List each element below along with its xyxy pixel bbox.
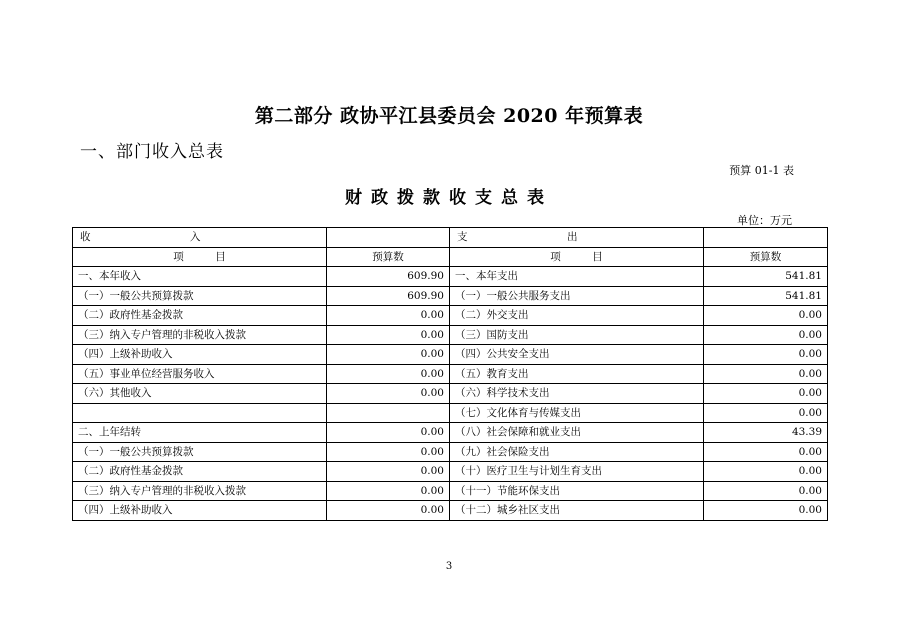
income-item-cell: （三）纳入专户管理的非税收入拨款 <box>73 481 327 501</box>
table-row <box>73 423 828 443</box>
table-row <box>73 384 828 404</box>
expense-amount-cell: 541.81 <box>704 286 828 306</box>
table-row <box>73 403 828 423</box>
expense-item-header-b: 目 <box>592 250 603 263</box>
table-row <box>73 481 828 501</box>
expense-amount-cell: 0.00 <box>704 403 828 423</box>
expense-item-cell: （十二）城乡社区支出 <box>450 501 704 521</box>
expense-item-cell: （十一）节能环保支出 <box>450 481 704 501</box>
expense-group-spacer <box>704 228 828 248</box>
expense-item-cell: （四）公共安全支出 <box>450 345 704 365</box>
group-header-row <box>73 228 828 248</box>
expense-amount-header: 预算数 <box>704 247 828 267</box>
income-amount-cell: 609.90 <box>327 267 450 287</box>
table-row <box>73 306 828 326</box>
table-row <box>73 345 828 365</box>
income-group-spacer <box>327 228 450 248</box>
income-item-header-b: 目 <box>215 250 226 263</box>
income-amount-cell: 0.00 <box>327 325 450 345</box>
income-group-label-b: 入 <box>190 231 201 244</box>
income-item-cell: 一、本年收入 <box>73 267 327 287</box>
income-amount-cell: 0.00 <box>327 501 450 521</box>
income-item-cell: （二）政府性基金拨款 <box>73 462 327 482</box>
page-number: 3 <box>445 561 453 572</box>
income-amount-cell: 0.00 <box>327 462 450 482</box>
table-row <box>73 501 828 521</box>
income-item-cell: （一）一般公共预算拨款 <box>73 442 327 462</box>
expense-amount-cell: 0.00 <box>704 345 828 365</box>
form-code: 预算 01-1 表 <box>729 164 794 177</box>
income-amount-cell: 0.00 <box>327 345 450 365</box>
expense-amount-cell: 0.00 <box>704 364 828 384</box>
income-amount-cell: 0.00 <box>327 306 450 326</box>
expense-amount-cell: 43.39 <box>704 423 828 443</box>
expense-group-header <box>450 228 704 248</box>
income-item-cell: （五）事业单位经营服务收入 <box>73 364 327 384</box>
income-amount-cell <box>327 403 450 423</box>
expense-item-cell: （七）文化体育与传媒支出 <box>450 403 704 423</box>
expense-item-header <box>450 247 704 267</box>
expense-amount-cell: 541.81 <box>704 267 828 287</box>
expense-group-label-b: 出 <box>567 231 578 244</box>
expense-item-cell: （六）科学技术支出 <box>450 384 704 404</box>
income-amount-cell: 0.00 <box>327 423 450 443</box>
income-item-cell: 二、上年结转 <box>73 423 327 443</box>
table-row <box>73 442 828 462</box>
income-item-cell: （三）纳入专户管理的非税收入拨款 <box>73 325 327 345</box>
income-amount-cell: 609.90 <box>327 286 450 306</box>
income-amount-cell: 0.00 <box>327 384 450 404</box>
expense-item-cell: （二）外交支出 <box>450 306 704 326</box>
expense-amount-cell: 0.00 <box>704 481 828 501</box>
income-amount-cell: 0.00 <box>327 481 450 501</box>
expense-amount-cell: 0.00 <box>704 306 828 326</box>
expense-item-cell: （十）医疗卫生与计划生育支出 <box>450 462 704 482</box>
income-item-cell: （一）一般公共预算拨款 <box>73 286 327 306</box>
table-row <box>73 462 828 482</box>
expense-amount-cell: 0.00 <box>704 462 828 482</box>
expense-amount-cell: 0.00 <box>704 384 828 404</box>
income-item-cell: （四）上级补助收入 <box>73 345 327 365</box>
expense-amount-cell: 0.00 <box>704 442 828 462</box>
income-item-cell <box>73 403 327 423</box>
income-amount-cell: 0.00 <box>327 442 450 462</box>
expense-group-label-a: 支 <box>457 231 468 244</box>
expense-item-cell: （九）社会保险支出 <box>450 442 704 462</box>
expense-item-cell: （一）一般公共服务支出 <box>450 286 704 306</box>
income-amount-header: 预算数 <box>327 247 450 267</box>
income-item-header-a: 项 <box>173 250 184 263</box>
income-group-header <box>73 228 327 248</box>
table-title: 财政拨款收支总表 <box>345 188 553 208</box>
column-header-row <box>73 247 828 267</box>
expense-item-cell: （三）国防支出 <box>450 325 704 345</box>
table-row <box>73 325 828 345</box>
expense-amount-cell: 0.00 <box>704 501 828 521</box>
expense-item-header-a: 项 <box>550 250 561 263</box>
section-heading: 一、部门收入总表 <box>80 142 224 162</box>
budget-table <box>72 227 828 521</box>
income-item-cell: （六）其他收入 <box>73 384 327 404</box>
income-item-header <box>73 247 327 267</box>
income-item-cell: （二）政府性基金拨款 <box>73 306 327 326</box>
expense-item-cell: （五）教育支出 <box>450 364 704 384</box>
unit-label: 单位：万元 <box>737 214 792 227</box>
expense-item-cell: （八）社会保障和就业支出 <box>450 423 704 443</box>
table-row <box>73 364 828 384</box>
table-row <box>73 286 828 306</box>
table-row <box>73 267 828 287</box>
expense-item-cell: 一、本年支出 <box>450 267 704 287</box>
income-amount-cell: 0.00 <box>327 364 450 384</box>
expense-amount-cell: 0.00 <box>704 325 828 345</box>
income-group-label-a: 收 <box>80 231 91 244</box>
document-title: 第二部分 政协平江县委员会 2020 年预算表 <box>254 105 644 127</box>
income-item-cell: （四）上级补助收入 <box>73 501 327 521</box>
